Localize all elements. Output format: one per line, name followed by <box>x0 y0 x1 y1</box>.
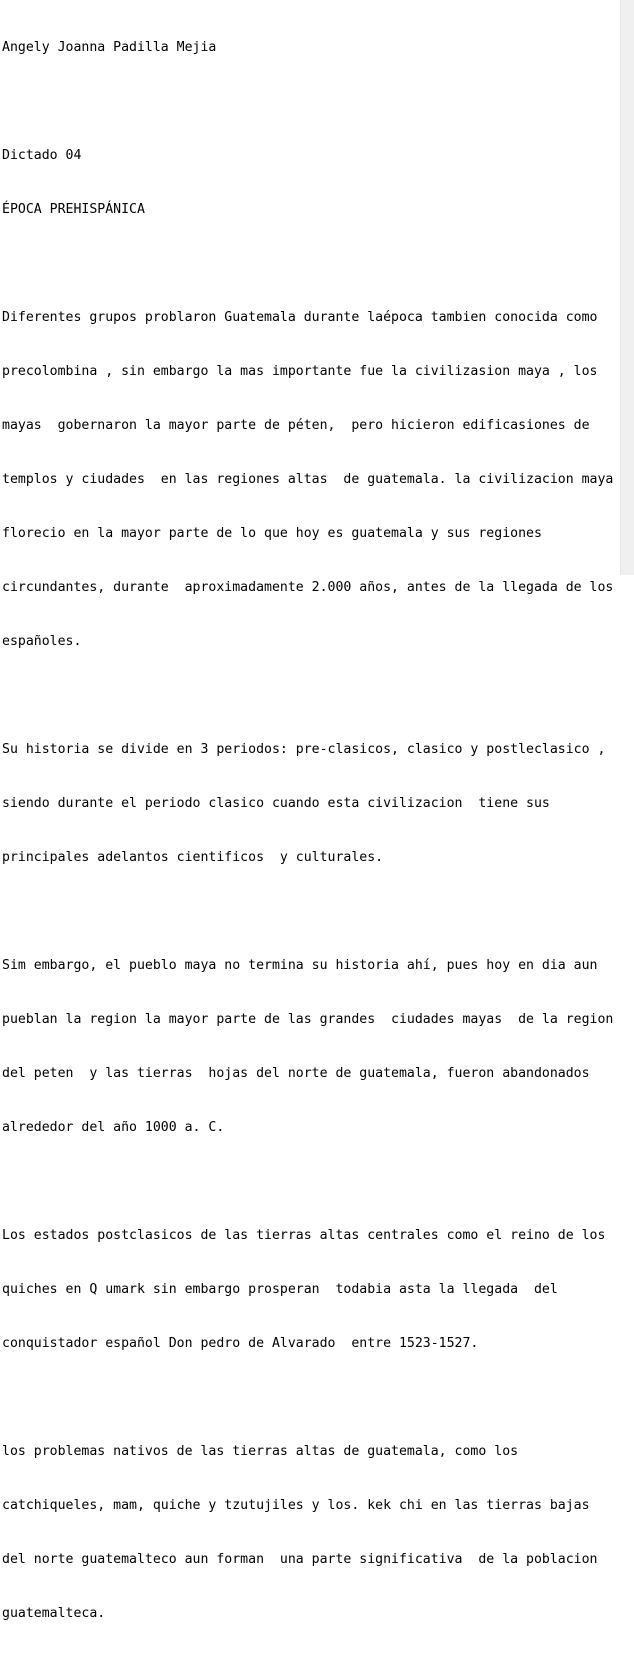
text-line: circundantes, durante aproximadamente 2.000 años, antes de la llegada de los <box>2 580 614 595</box>
vertical-scrollbar[interactable] <box>620 0 634 575</box>
text-line: mayas gobernaron la mayor parte de péten, pero hicieron edificasiones de <box>2 418 590 433</box>
text-line: precolombina , sin embargo la mas importante fue la civilizasion maya , los <box>2 364 598 379</box>
document-text[interactable] <box>2 3 618 1659</box>
text-line: los problemas nativos de las tierras altas de guatemala, como los <box>2 1444 519 1459</box>
text-line <box>2 1389 618 1407</box>
text-line: ÉPOCA PREHISPÁNICA <box>2 202 145 217</box>
text-line: pueblan la region la mayor parte de las grandes ciudades mayas de la region <box>2 1012 614 1027</box>
text-line: quiches en Q umark sin embargo prosperan todabia asta la llegada del <box>2 1282 558 1297</box>
text-line: florecio en la mayor parte de lo que hoy es guatemala y sus regiones <box>2 526 542 541</box>
text-line <box>2 1173 618 1191</box>
text-line: principales adelantos cientificos y culturales. <box>2 850 384 865</box>
text-line: guatemalteca. <box>2 1606 106 1621</box>
text-line: Diferentes grupos problaron Guatemala durante laépoca tambien conocida como <box>2 310 598 325</box>
text-line: Sim embargo, el pueblo maya no termina su historia ahí, pues hoy en dia aun <box>2 958 598 973</box>
text-line: del peten y las tierras hojas del norte de guatemala, fueron abandonados <box>2 1066 590 1081</box>
text-line: del norte guatemalteco aun forman una parte significativa de la poblacion <box>2 1552 598 1567</box>
text-line <box>2 687 618 705</box>
text-line: Los estados postclasicos de las tierras altas centrales como el reino de los <box>2 1228 606 1243</box>
text-line: conquistador español Don pedro de Alvarado entre 1523-1527. <box>2 1336 479 1351</box>
text-line <box>2 903 618 921</box>
text-line: Su historia se divide en 3 periodos: pre-clasicos, clasico y postleclasico , <box>2 742 606 757</box>
text-line <box>2 255 618 273</box>
text-line: templos y ciudades en las regiones altas de guatemala. la civilizacion maya <box>2 472 614 487</box>
text-line: españoles. <box>2 634 82 649</box>
text-line: Angely Joanna Padilla Mejia <box>2 40 217 55</box>
text-line <box>2 93 618 111</box>
text-line: catchiqueles, mam, quiche y tzutujiles y los. kek chi en las tierras bajas <box>2 1498 590 1513</box>
text-line: siendo durante el periodo clasico cuando esta civilizacion tiene sus <box>2 796 550 811</box>
text-line: Dictado 04 <box>2 148 82 163</box>
text-line: alrededor del año 1000 a. C. <box>2 1120 225 1135</box>
